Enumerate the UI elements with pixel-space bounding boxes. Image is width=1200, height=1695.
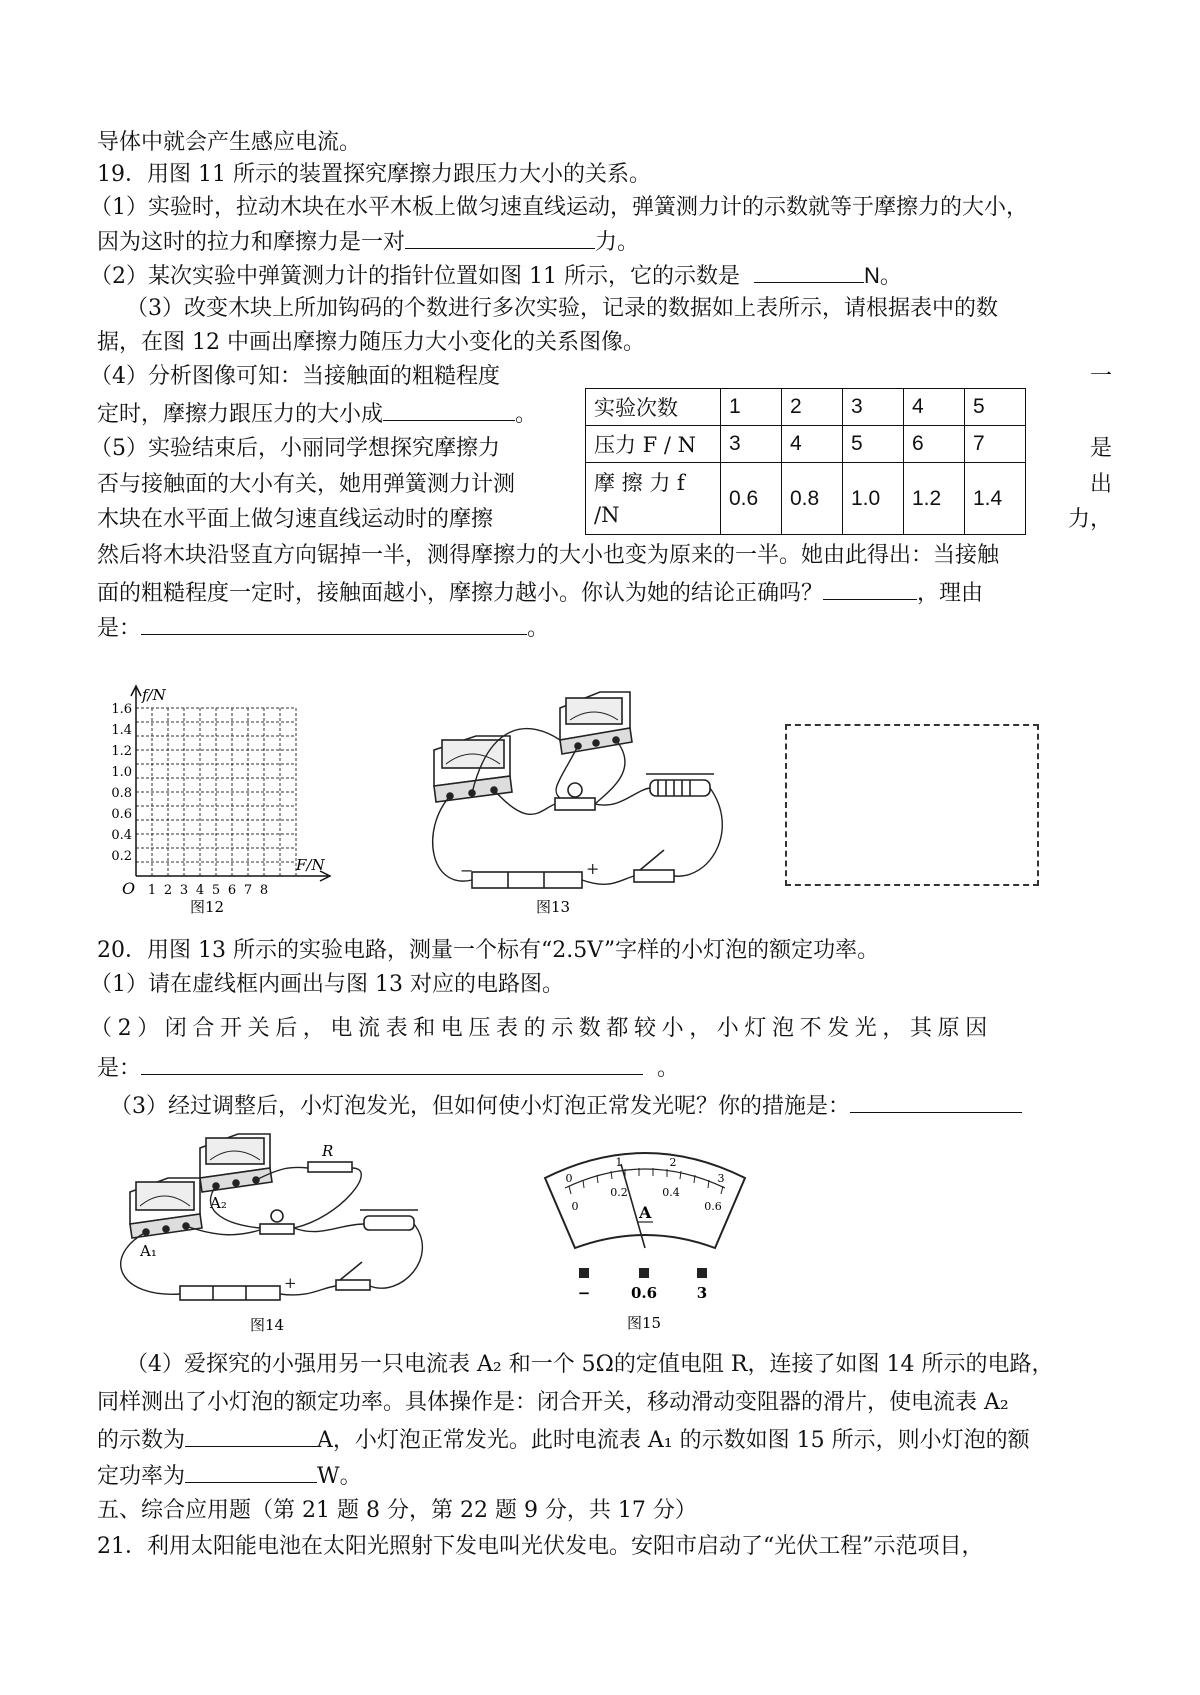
answer-blank[interactable] — [185, 1460, 317, 1483]
data-table — [585, 388, 1026, 535]
battery-icon — [180, 1274, 297, 1300]
section-5-heading: 五、综合应用题（第 21 题 8 分，第 22 题 9 分，共 17 分） — [97, 1498, 697, 1523]
label-a2: A₂ — [210, 1194, 227, 1212]
y-tick-label: 1.6 — [111, 702, 132, 717]
text: 是： — [97, 1056, 142, 1081]
figure-caption: 图15 — [627, 1314, 662, 1332]
x-tick-label: 7 — [243, 883, 253, 898]
x-tick-label: 5 — [211, 883, 221, 898]
text: 力。 — [595, 230, 640, 255]
text: W。 — [317, 1464, 362, 1489]
q19-part5: （5）实验结束后，小丽同学想探究摩擦力 — [90, 436, 500, 461]
x-tick-label: 3 — [179, 883, 189, 898]
answer-blank[interactable] — [754, 260, 864, 283]
table-cell: 5 — [843, 426, 904, 463]
table-cell: 5 — [965, 389, 1026, 426]
y-axis-label: f/N — [142, 686, 166, 704]
q19-part5-d: 然后将木块沿竖直方向锯掉一半，测得摩擦力的大小也变为原来的一半。她由此得出：当接触 — [97, 543, 1000, 568]
inner-tick-label: 0.2 — [610, 1186, 628, 1199]
y-tick-label: 0.4 — [111, 828, 132, 843]
q19-part5-c-end: 力， — [1068, 507, 1113, 532]
q19-part5-e — [97, 577, 983, 609]
text: （3）经过调整后，小灯泡发光，但如何使小灯泡正常发光呢？你的措施是： — [110, 1094, 850, 1119]
q19-part3: （3）改变木块上所加钩码的个数进行多次实验，记录的数据如上表所示，请根据表中的数 — [126, 296, 999, 321]
answer-blank[interactable] — [185, 1424, 317, 1447]
text: （2）某次实验中弹簧测力计的指针位置如图 11 所示，它的示数是 — [90, 264, 740, 289]
y-tick-label: 1.4 — [111, 723, 132, 738]
x-tick-label: 2 — [163, 883, 173, 898]
label-a1: A₁ — [140, 1242, 157, 1260]
figure-14-circuit — [100, 1128, 450, 1338]
lamp-icon — [260, 1210, 294, 1234]
unit-label: A — [639, 1203, 652, 1222]
circuit-drawing-box[interactable] — [785, 724, 1039, 886]
table-cell: 0.8 — [782, 463, 843, 535]
table-cell: 1.4 — [965, 463, 1026, 535]
x-axis-label: F/N — [296, 856, 325, 874]
resistor-r-icon — [308, 1162, 352, 1172]
battery-icon — [460, 859, 599, 888]
q20-part4-b: 同样测出了小灯泡的额定功率。具体操作是：闭合开关，移动滑动变阻器的滑片，使电流表 A₂ — [97, 1390, 1009, 1415]
inner-tick-label: 0 — [571, 1200, 579, 1213]
table-cell: 2 — [782, 389, 843, 426]
inner-tick-label: 0.4 — [662, 1186, 680, 1199]
text: 。 — [527, 616, 550, 641]
q19-part1: （1）实验时，拉动木块在水平木板上做匀速直线运动，弹簧测力计的示数就等于摩擦力的大小， — [90, 195, 1029, 220]
grid-lines — [136, 708, 296, 876]
label-r: R — [322, 1142, 334, 1160]
ammeter-icon — [434, 736, 512, 802]
text: 。 — [657, 1056, 680, 1081]
answer-blank[interactable] — [850, 1090, 1022, 1113]
text: 定功率为 — [97, 1464, 186, 1489]
x-tick-label: 6 — [227, 883, 237, 898]
table-cell: 6 — [904, 426, 965, 463]
svg-text:−: − — [460, 861, 474, 880]
switch-icon — [634, 850, 674, 882]
table-header-cell: 摩 擦 力 f /N — [586, 463, 721, 535]
q19-part3-cont: 据，在图 12 中画出摩擦力随压力大小变化的关系图像。 — [97, 330, 645, 355]
text: 面的粗糙程度一定时，接触面越小，摩擦力越小。你认为她的结论正确吗？ — [97, 581, 824, 606]
origin-label: O — [122, 879, 136, 898]
figure-15-ammeter-dial — [535, 1138, 755, 1338]
figure-caption: 图12 — [190, 898, 225, 916]
lamp-icon — [555, 783, 595, 810]
q19-part2 — [90, 260, 902, 292]
y-tick-label: 1.2 — [111, 744, 132, 759]
q19-part4-end: 一 — [1090, 364, 1113, 389]
y-tick-label: 1.0 — [111, 765, 132, 780]
text: N。 — [863, 263, 902, 288]
text: A，小灯泡正常发光。此时电流表 A₁ 的示数如图 15 所示，则小灯泡的额 — [317, 1428, 1030, 1453]
table-row — [586, 426, 1026, 463]
text: 。 — [515, 402, 538, 427]
q20-part3 — [110, 1090, 1022, 1122]
x-tick-label: 4 — [195, 883, 205, 898]
y-tick-label: 0.6 — [111, 807, 132, 822]
outer-tick-label: 2 — [669, 1156, 677, 1169]
q19-part5-end: 是 — [1090, 436, 1113, 461]
svg-text:+: + — [284, 1274, 297, 1292]
table-header-cell: 实验次数 — [586, 389, 721, 426]
q19-part5-b: 否与接触面的大小有关，她用弹簧测力计测 — [97, 472, 516, 497]
table-cell: 4 — [782, 426, 843, 463]
outer-tick-label: 0 — [565, 1172, 573, 1185]
switch-icon — [336, 1262, 370, 1290]
q20-part2-cont — [97, 1052, 679, 1084]
q20-part1: （1）请在虚线框内画出与图 13 对应的电路图。 — [90, 972, 564, 997]
q20-part4: （4）爱探究的小强用另一只电流表 A₂ 和一个 5Ω的定值电阻 R，连接了如图 14 所示的电路， — [126, 1352, 1054, 1377]
q20-part2: （2）闭合开关后，电流表和电压表的示数都较小，小灯泡不发光，其原因 — [90, 1016, 993, 1041]
table-row — [586, 389, 1026, 426]
table-cell: 4 — [904, 389, 965, 426]
text: 的示数为 — [97, 1428, 186, 1453]
text: ，理由 — [917, 581, 984, 606]
outer-tick-label: 3 — [717, 1172, 725, 1185]
q19-part4-cont — [97, 398, 537, 430]
answer-blank[interactable] — [383, 398, 515, 421]
terminal — [579, 1268, 589, 1278]
inner-tick-label: 0.6 — [704, 1200, 722, 1213]
rheostat-icon — [646, 774, 714, 796]
terminal-label: 0.6 — [630, 1284, 658, 1302]
text: 因为这时的拉力和摩擦力是一对 — [97, 230, 406, 255]
outer-tick-label: 1 — [615, 1156, 623, 1169]
table-cell: 7 — [965, 426, 1026, 463]
q20-part4-c — [97, 1424, 1030, 1456]
q19-part4: （4）分析图像可知：当接触面的粗糙程度 — [90, 364, 500, 389]
figure-12-graph — [100, 680, 340, 920]
table-row — [586, 463, 1026, 535]
text-line: 导体中就会产生感应电流。 — [97, 130, 362, 155]
table-cell: 3 — [721, 426, 782, 463]
text: 定时，摩擦力跟压力的大小成 — [97, 402, 384, 427]
figure-caption: 图13 — [536, 898, 571, 916]
figure-13-circuit — [420, 680, 740, 920]
question-20: 20．用图 13 所示的实验电路，测量一个标有“2.5V”字样的小灯泡的额定功率。 — [97, 938, 880, 963]
table-header-cell: 压力 F / N — [586, 426, 721, 463]
terminal — [697, 1268, 707, 1278]
y-tick-label: 0.8 — [111, 786, 132, 801]
question-19: 19．用图 11 所示的装置探究摩擦力跟压力大小的关系。 — [97, 162, 651, 187]
q20-part4-d — [97, 1460, 362, 1492]
answer-blank[interactable] — [141, 1052, 643, 1075]
rheostat-icon — [360, 1210, 418, 1230]
y-tick-label: 0.2 — [111, 849, 132, 864]
x-tick-label: 1 — [147, 883, 157, 898]
terminal-label: 3 — [696, 1284, 708, 1302]
table-cell: 1.2 — [904, 463, 965, 535]
q19-part5-f — [97, 612, 549, 644]
answer-blank[interactable] — [405, 226, 595, 249]
ammeter-a1-icon — [130, 1178, 202, 1238]
answer-blank[interactable] — [823, 577, 917, 600]
q19-part1-cont — [97, 226, 639, 258]
figure-caption: 图14 — [250, 1316, 285, 1334]
answer-blank[interactable] — [141, 612, 527, 635]
q19-part5-c: 木块在水平面上做匀速直线运动时的摩擦 — [97, 507, 494, 532]
table-cell: 1.0 — [843, 463, 904, 535]
voltmeter-icon — [560, 692, 632, 754]
table-cell: 0.6 — [721, 463, 782, 535]
question-21: 21．利用太阳能电池在太阳光照射下发电叫光伏发电。安阳市启动了“光伏工程”示范项目， — [97, 1534, 984, 1559]
terminal — [639, 1268, 649, 1278]
ammeter-a2-icon — [200, 1134, 272, 1192]
q19-part5-b-end: 出 — [1090, 472, 1113, 497]
x-tick-label: 8 — [259, 883, 269, 898]
svg-text:+: + — [586, 859, 600, 878]
text: 是： — [97, 616, 142, 641]
table-cell: 1 — [721, 389, 782, 426]
terminal-label: − — [577, 1284, 591, 1302]
table-cell: 3 — [843, 389, 904, 426]
